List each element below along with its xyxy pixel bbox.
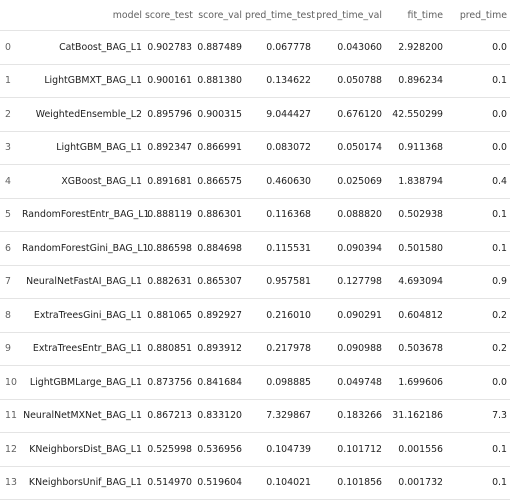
cell-model: RandomForestEntr_BAG_L1 <box>22 198 145 232</box>
cell-pred-time-val: 0.101712 <box>314 433 385 467</box>
table-row <box>0 64 510 98</box>
cell-model: RandomForestGini_BAG_L1 <box>22 232 145 266</box>
cell-model: ExtraTreesGini_BAG_L1 <box>22 299 145 333</box>
cell-score-val: 0.881380 <box>195 64 245 98</box>
table-row <box>0 265 510 299</box>
cell-pred-time-marginal: 0.0 <box>446 366 510 400</box>
cell-fit-time: 0.001556 <box>385 433 446 467</box>
cell-fit-time: 1.699606 <box>385 366 446 400</box>
cell-pred-time-test: 0.216010 <box>245 299 314 333</box>
cell-model: WeightedEnsemble_L2 <box>22 98 145 132</box>
cell-fit-time: 0.911368 <box>385 131 446 165</box>
header-row <box>0 0 510 31</box>
cell-model: KNeighborsUnif_BAG_L1 <box>22 466 145 500</box>
cell-score-test: 0.892347 <box>145 131 195 165</box>
cell-score-test: 0.880851 <box>145 332 195 366</box>
cell-score-val: 0.866575 <box>195 165 245 199</box>
header-score-test: score_test <box>145 0 195 31</box>
table-body <box>0 31 510 500</box>
table-row <box>0 433 510 467</box>
cell-score-val: 0.865307 <box>195 265 245 299</box>
cell-pred-time-marginal: 0.2 <box>446 299 510 333</box>
header-pred-time-test: pred_time_test <box>245 0 314 31</box>
cell-score-val: 0.887489 <box>195 31 245 65</box>
cell-pred-time-val: 0.127798 <box>314 265 385 299</box>
cell-score-test: 0.891681 <box>145 165 195 199</box>
table-row <box>0 466 510 500</box>
cell-score-test: 0.888119 <box>145 198 195 232</box>
row-index: 10 <box>0 366 22 400</box>
cell-fit-time: 0.502938 <box>385 198 446 232</box>
cell-pred-time-test: 7.329867 <box>245 399 314 433</box>
cell-fit-time: 31.162186 <box>385 399 446 433</box>
cell-score-test: 0.895796 <box>145 98 195 132</box>
cell-pred-time-test: 0.067778 <box>245 31 314 65</box>
cell-score-test: 0.514970 <box>145 466 195 500</box>
cell-score-val: 0.866991 <box>195 131 245 165</box>
cell-pred-time-test: 0.460630 <box>245 165 314 199</box>
row-index: 11 <box>0 399 22 433</box>
row-index: 3 <box>0 131 22 165</box>
cell-model: XGBoost_BAG_L1 <box>22 165 145 199</box>
header-pred-time-val: pred_time_val <box>314 0 385 31</box>
cell-pred-time-marginal: 0.0 <box>446 131 510 165</box>
cell-pred-time-val: 0.025069 <box>314 165 385 199</box>
cell-pred-time-marginal: 0.1 <box>446 232 510 266</box>
row-index: 5 <box>0 198 22 232</box>
cell-score-test: 0.867213 <box>145 399 195 433</box>
cell-score-val: 0.884698 <box>195 232 245 266</box>
cell-pred-time-val: 0.183266 <box>314 399 385 433</box>
cell-model: NeuralNetFastAI_BAG_L1 <box>22 265 145 299</box>
cell-pred-time-val: 0.050788 <box>314 64 385 98</box>
row-index: 2 <box>0 98 22 132</box>
cell-fit-time: 0.001732 <box>385 466 446 500</box>
cell-score-val: 0.900315 <box>195 98 245 132</box>
table-row <box>0 165 510 199</box>
cell-score-val: 0.536956 <box>195 433 245 467</box>
table-row <box>0 332 510 366</box>
cell-pred-time-test: 0.134622 <box>245 64 314 98</box>
table-row <box>0 31 510 65</box>
row-index: 12 <box>0 433 22 467</box>
cell-fit-time: 0.501580 <box>385 232 446 266</box>
cell-fit-time: 4.693094 <box>385 265 446 299</box>
row-index: 7 <box>0 265 22 299</box>
cell-pred-time-marginal: 0.4 <box>446 165 510 199</box>
cell-fit-time: 1.838794 <box>385 165 446 199</box>
cell-pred-time-test: 0.115531 <box>245 232 314 266</box>
cell-fit-time: 42.550299 <box>385 98 446 132</box>
cell-pred-time-val: 0.090291 <box>314 299 385 333</box>
cell-pred-time-test: 0.957581 <box>245 265 314 299</box>
table-row <box>0 399 510 433</box>
cell-score-val: 0.833120 <box>195 399 245 433</box>
row-index: 0 <box>0 31 22 65</box>
row-index: 6 <box>0 232 22 266</box>
header-index <box>0 0 22 31</box>
cell-fit-time: 0.896234 <box>385 64 446 98</box>
table-row <box>0 299 510 333</box>
cell-pred-time-marginal: 0.1 <box>446 433 510 467</box>
cell-pred-time-marginal: 0.9 <box>446 265 510 299</box>
cell-model: KNeighborsDist_BAG_L1 <box>22 433 145 467</box>
cell-pred-time-val: 0.049748 <box>314 366 385 400</box>
cell-pred-time-marginal: 0.1 <box>446 466 510 500</box>
cell-score-test: 0.886598 <box>145 232 195 266</box>
header-fit-time: fit_time <box>385 0 446 31</box>
cell-score-test: 0.902783 <box>145 31 195 65</box>
table-row <box>0 98 510 132</box>
row-index: 13 <box>0 466 22 500</box>
cell-score-test: 0.525998 <box>145 433 195 467</box>
header-model: model <box>22 0 145 31</box>
cell-score-val: 0.841684 <box>195 366 245 400</box>
cell-pred-time-marginal: 0.0 <box>446 98 510 132</box>
cell-pred-time-val: 0.043060 <box>314 31 385 65</box>
cell-pred-time-val: 0.088820 <box>314 198 385 232</box>
table-header <box>0 0 510 31</box>
table-row <box>0 232 510 266</box>
cell-model: NeuralNetMXNet_BAG_L1 <box>22 399 145 433</box>
cell-score-test: 0.881065 <box>145 299 195 333</box>
row-index: 1 <box>0 64 22 98</box>
cell-score-val: 0.893912 <box>195 332 245 366</box>
cell-pred-time-val: 0.676120 <box>314 98 385 132</box>
table-row <box>0 131 510 165</box>
cell-pred-time-marginal: 7.3 <box>446 399 510 433</box>
cell-pred-time-test: 9.044427 <box>245 98 314 132</box>
cell-score-val: 0.886301 <box>195 198 245 232</box>
row-index: 4 <box>0 165 22 199</box>
cell-score-test: 0.873756 <box>145 366 195 400</box>
header-score-val: score_val <box>195 0 245 31</box>
cell-pred-time-val: 0.090394 <box>314 232 385 266</box>
cell-pred-time-val: 0.090988 <box>314 332 385 366</box>
cell-pred-time-test: 0.116368 <box>245 198 314 232</box>
cell-pred-time-test: 0.104739 <box>245 433 314 467</box>
table-row <box>0 366 510 400</box>
cell-score-val: 0.519604 <box>195 466 245 500</box>
cell-score-test: 0.882631 <box>145 265 195 299</box>
cell-model: LightGBM_BAG_L1 <box>22 131 145 165</box>
row-index: 9 <box>0 332 22 366</box>
cell-model: LightGBMXT_BAG_L1 <box>22 64 145 98</box>
row-index: 8 <box>0 299 22 333</box>
cell-model: CatBoost_BAG_L1 <box>22 31 145 65</box>
cell-fit-time: 0.503678 <box>385 332 446 366</box>
cell-pred-time-test: 0.083072 <box>245 131 314 165</box>
cell-model: ExtraTreesEntr_BAG_L1 <box>22 332 145 366</box>
header-pred-time-marginal: pred_time <box>446 0 510 31</box>
cell-pred-time-test: 0.217978 <box>245 332 314 366</box>
cell-fit-time: 0.604812 <box>385 299 446 333</box>
cell-fit-time: 2.928200 <box>385 31 446 65</box>
cell-pred-time-marginal: 0.2 <box>446 332 510 366</box>
cell-pred-time-test: 0.104021 <box>245 466 314 500</box>
table-row <box>0 198 510 232</box>
cell-score-test: 0.900161 <box>145 64 195 98</box>
cell-model: LightGBMLarge_BAG_L1 <box>22 366 145 400</box>
cell-pred-time-marginal: 0.0 <box>446 31 510 65</box>
cell-score-val: 0.892927 <box>195 299 245 333</box>
cell-pred-time-val: 0.101856 <box>314 466 385 500</box>
cell-pred-time-test: 0.098885 <box>245 366 314 400</box>
cell-pred-time-marginal: 0.1 <box>446 198 510 232</box>
cell-pred-time-marginal: 0.1 <box>446 64 510 98</box>
cell-pred-time-val: 0.050174 <box>314 131 385 165</box>
